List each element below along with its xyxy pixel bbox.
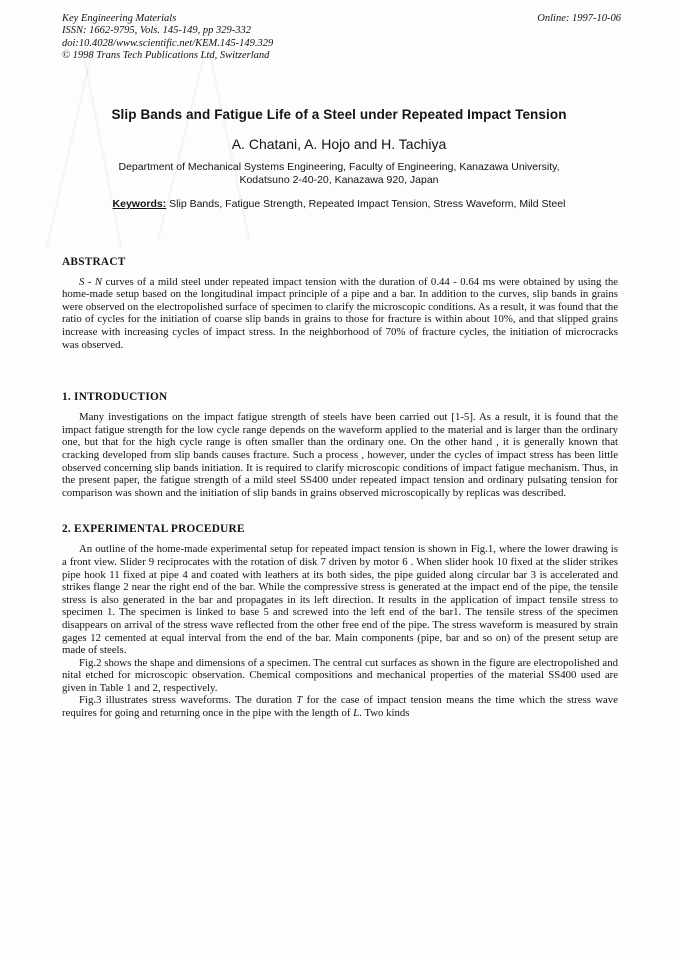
affiliation-line-1: Department of Mechanical Systems Engineering, Faculty of Engineering, Kanazawa University, — [118, 160, 560, 173]
abstract-heading: ABSTRACT — [62, 255, 126, 268]
paper-body — [62, 256, 618, 720]
keywords-list: Slip Bands, Fatigue Strength, Repeated Impact Tension, Stress Waveform, Mild Steel — [166, 197, 566, 210]
abstract-lead-variable: S - N — [79, 275, 103, 288]
procedure-paragraph-3 — [62, 694, 618, 719]
procedure-p3-text-b: for the case of impact tension means the time which the stress wave requires for going and returning once in the pipe with the length of — [62, 694, 618, 720]
affiliation — [0, 161, 678, 187]
introduction-section — [62, 391, 618, 499]
authors-line: A. Chatani, A. Hojo and H. Tachiya — [231, 135, 447, 152]
abstract-section — [62, 256, 618, 352]
abstract-paragraph — [62, 276, 618, 352]
copyright-line: © 1998 Trans Tech Publications Ltd, Switzerland — [62, 50, 270, 62]
procedure-p3-text-c: . Two kinds — [359, 707, 410, 720]
procedure-paragraph-1: An outline of the home-made experimental setup for repeated impact tension is shown in Fig.1, where the lower drawing is a front view. Slider 9 reciprocates with the rotation of disk 7 driven by motor 6 . When slider hook 10 fixed at the slider strikes pipe hook 11 fixed at pipe 4 and coated with leathers at its both sides, the pipe guided along circular bar 3 is accelerated and strikes flange 2 near the right end of the bar. While the compressive stress is generated at the impact end of the pipe, the tensile stress is also generated in the bar and propagates in its left direction. It results in the application of impact tensile stress to specimen 1. The specimen is linked to base 5 and screwed into the left end of the bar1. The tensile stress of the specimen disappears on arrival of the stress wave reflected from the other free end of the pipe. The stress waveform is measured by strain gages 12 cemented at equal interval from the end of the bar. Main components (pipe, bar and so on) of the present setup are made of steels. — [62, 543, 618, 657]
abstract-text: curves of a mild steel under repeated impact tension with the duration of 0.44 - 0.64 ms were obtained by using the home-made setup based on the longitudinal impact principle of a pipe and a bar. In addition to the curves, slip bands in grains were observed on the electropolished surface of specimen to clarify the microscopic conditions. As a result, it was found that the ratio of cycles for the initiation of coarse slip bands in grains to those for fracture is within about 10%, and that slipped grains increase with increasing cycles of impact stress. In the neighborhood of 70% of fracture cycles, the initiation of microcracks was observed. — [62, 275, 619, 351]
doi-line: doi:10.4028/www.scientific.net/KEM.145-149.329 — [62, 37, 274, 49]
procedure-heading: 2. EXPERIMENTAL PROCEDURE — [62, 523, 245, 536]
journal-header — [0, 0, 678, 63]
procedure-p3-text-a: Fig.3 illustrates stress waveforms. The duration — [79, 694, 297, 707]
procedure-p3-variable-T: T — [296, 694, 303, 707]
procedure-paragraph-2: Fig.2 shows the shape and dimensions of a specimen. The central cut surfaces as shown in the figure are electropolished and nital etched for microscopic observation. Chemical compositions and mechanical properties of the material SS400 used are given in Table 1 and 2, respectively. — [62, 656, 618, 694]
journal-name: Key Engineering Materials — [62, 13, 177, 24]
keywords-line — [0, 198, 678, 210]
procedure-section — [62, 523, 618, 719]
online-date: Online: 1997-10-06 — [537, 13, 621, 24]
introduction-heading: 1. INTRODUCTION — [62, 391, 168, 404]
keywords-label: Keywords: — [112, 197, 167, 210]
introduction-paragraph: Many investigations on the impact fatigue strength of steels have been carried out [1-5]. As a result, it is found that the impact fatigue strength for the low cycle range depends on the waveform applied to the material and is larger than the ordinary one, but that for the high cycle range is often smaller than the ordinary one. On the other hand , it is generally known that cracking developed from slip bands causes fracture. Such a process , however, under the cycles of impact stress has been little observed concerning slip bands initiation. It is required to clarify microscopic conditions of impact fatigue mechanism. Thus, in the present paper, the fatigue strength of a mild steel SS400 under repeated impact tension and ordinary pulsating tension for comparison was shown and the initiation of slip bands in grains observed microscopically by replicas was described. — [62, 411, 618, 499]
paper-title: Slip Bands and Fatigue Life of a Steel under Repeated Impact Tension — [111, 106, 567, 122]
affiliation-line-2: Kodatsuno 2-40-20, Kanazawa 920, Japan — [239, 173, 439, 186]
procedure-p3-variable-L: L — [353, 707, 360, 720]
issn-line: ISSN: 1662-9795, Vols. 145-149, pp 329-332 — [62, 25, 251, 37]
